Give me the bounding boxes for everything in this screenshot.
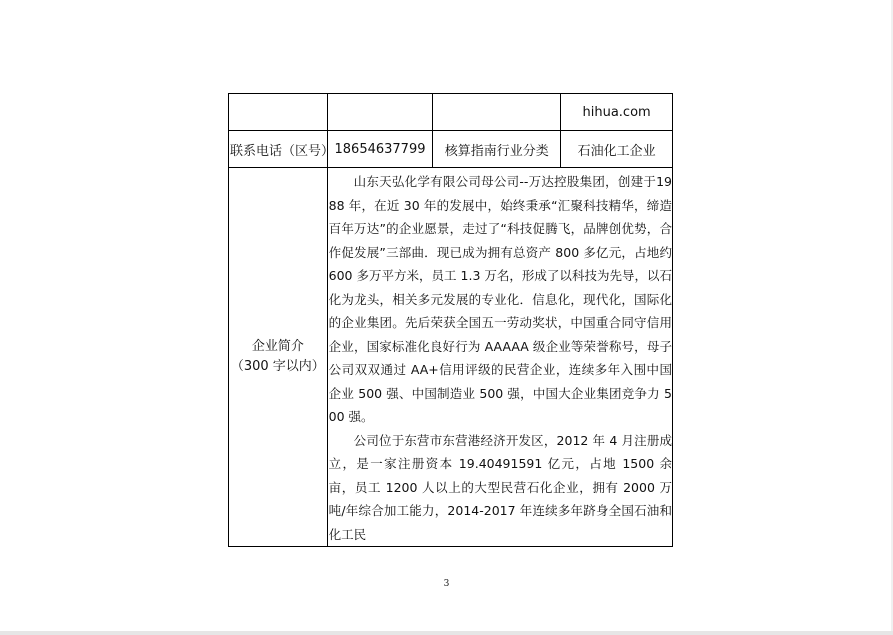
website-cell: hihua.com	[561, 94, 673, 131]
empty-cell	[229, 94, 328, 131]
intro-label-limit: （300 字以内）	[230, 359, 325, 374]
phone-label: 联系电话（区号）	[229, 131, 328, 168]
intro-label: 企业简介	[251, 339, 304, 354]
enterprise-info-table	[228, 93, 673, 547]
table-row	[229, 168, 673, 547]
industry-category-value: 石油化工企业	[561, 131, 673, 168]
phone-value: 18654637799	[327, 131, 433, 168]
table-row	[229, 94, 673, 131]
table-row	[229, 131, 673, 168]
empty-cell	[327, 94, 433, 131]
page-number: 3	[443, 579, 450, 589]
intro-text-cell	[327, 168, 672, 547]
intro-paragraph: 山东天弘化学有限公司母公司--万达控股集团，创建于1988 年，在近 30 年的发展中，始终秉承“汇聚科技精华，缔造百年万达”的企业愿景，走过了“科技促腾飞，品牌创优势，合作促发展”三部曲．现已成为拥有总资产 800 多亿元，占地约 600 多万平方米，员工 1.3 万名，形成了以科技为先导，以石化为龙头，相关多元发展的专业化．信息化，现代化，国际化的企业集团。先后荣获全国五一劳动奖状，中国重合同守信用企业，国家标准化良好行为 AAAAA 级企业等荣誉称号，母子公司双双通过 AA+信用评级的民营企业，连续多年入围中国企业 500 强、中国制造业 500 强，中国大企业集团竞争力 500 强。	[328, 174, 672, 424]
empty-cell	[433, 94, 561, 131]
intro-label-cell	[229, 168, 328, 547]
page-bottom-edge	[0, 631, 893, 635]
intro-paragraph: 公司位于东营市东营港经济开发区，2012 年 4 月注册成立，是一家注册资本 19.40491591 亿元，占地 1500 余亩，员工 1200 人以上的大型民营石化企业，拥有 2000 万吨/年综合加工能力，2014-2017 年连续多年跻身全国石油和化工民	[328, 432, 672, 542]
industry-category-label: 核算指南行业分类	[433, 131, 561, 168]
